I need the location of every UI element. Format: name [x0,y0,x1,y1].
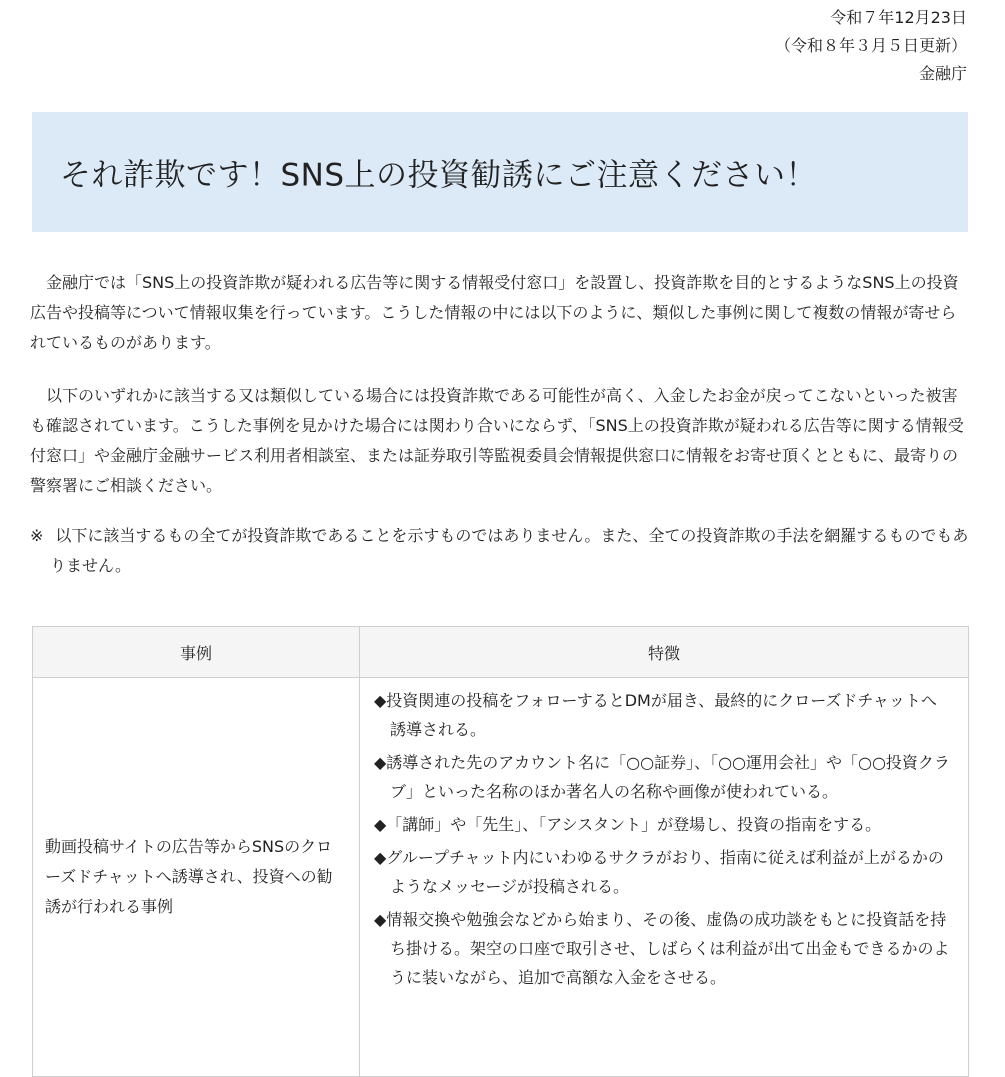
intro-paragraph: 金融庁では「SNS上の投資詐欺が疑われる広告等に関する情報受付窓口」を設置し、投資詐欺を目的とするようなSNS上の投資広告や投稿等について情報収集を行っています。こうした情報の中には以下のように、類似した事例に関して複数の情報が寄せられているものがあります。 [30,273,959,352]
feature-item: ◆投資関連の投稿をフォローするとDMが届き、最終的にクローズドチャットへ誘導される。 [374,691,937,739]
feature-item: ◆情報交換や勉強会などから始まり、その後、虚偽の成功談をもとに投資話を持ち掛ける。架空の口座で取引させ、しばらくは利益が出て出金もできるかのように装いながら、追加で高額な入金をさせる。 [374,910,950,987]
column-header-features: 特徴 [360,627,969,678]
note-text: 以下に該当するもの全てが投資詐欺であることを示すものではありません。また、全ての投資詐欺の手法を網羅するものでもありません。 [50,526,969,575]
table-row [33,678,969,1077]
publication-date: 令和７年12月23日 [830,8,967,27]
title-banner [32,112,968,232]
feature-item: ◆「講師」や「先生」、「アシスタント」が登場し、投資の指南をする。 [374,815,882,834]
page-title: それ詐欺です！SNS上の投資勧誘にご注意ください！ [60,157,818,194]
disclaimer-note [30,521,970,581]
table-header-row [33,627,969,678]
warning-paragraph: 以下のいずれかに該当する又は類似している場合には投資詐欺である可能性が高く、入金したお金が戻ってこないといった被害も確認されています。こうした事例を見かけた場合には関わり合いにならず、「SNS上の投資詐欺が疑われる広告等に関する情報受付窓口」や金融庁金融サービス利用者相談室、または証券取引等監視委員会情報提供窓口に情報をお寄せ頂くとともに、最寄りの警察署にご相談ください。 [30,386,964,495]
update-date: （令和８年３月５日更新） [774,36,967,55]
feature-item: ◆グループチャット内にいわゆるサクラがおり、指南に従えば利益が上がるかのようなメッセージが投稿される。 [374,848,944,896]
column-header-case: 事例 [33,627,360,678]
fraud-case-table [32,626,969,1077]
agency-name: 金融庁 [918,64,967,83]
document-meta [775,4,967,88]
case-description: 動画投稿サイトの広告等からSNSのクローズドチャットへ誘導され、投資への勧誘が行われる事例 [33,678,360,1077]
note-mark: ※ [30,526,44,545]
case-features [360,678,969,1077]
feature-item: ◆誘導された先のアカウント名に「○○証券」、「○○運用会社」や「○○投資クラブ」といった名称のほか著名人の名称や画像が使われている。 [374,753,950,801]
